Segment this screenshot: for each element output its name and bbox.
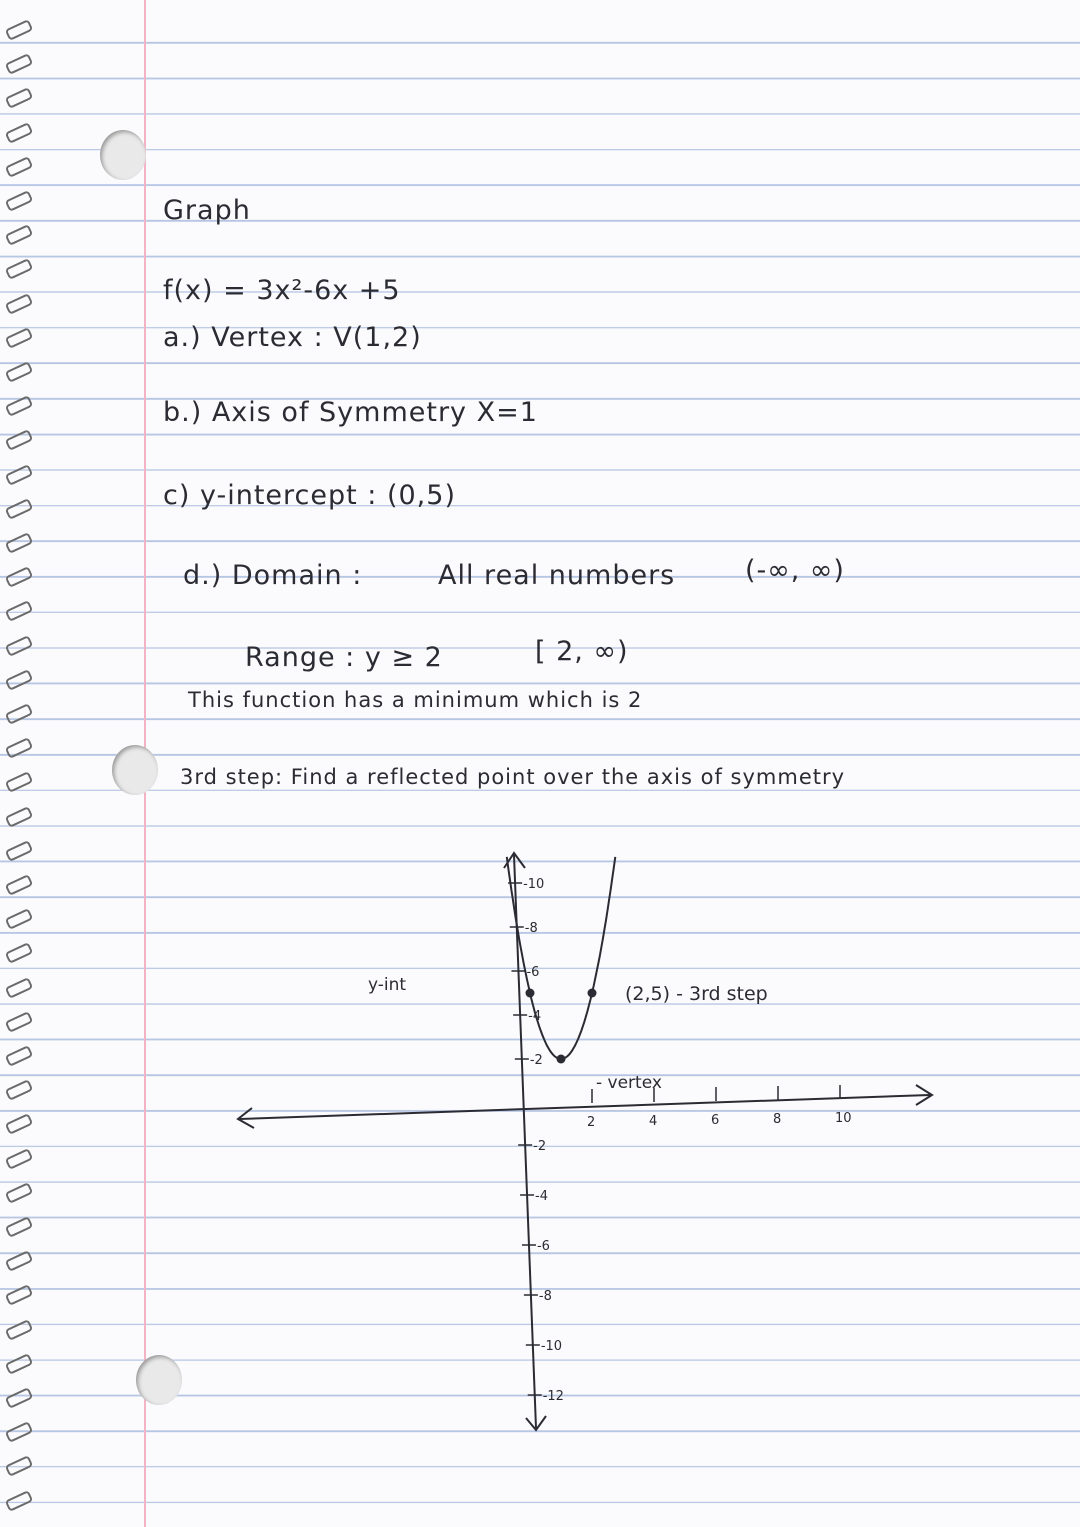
x-tick-label: 6 bbox=[711, 1113, 720, 1128]
graph-point bbox=[526, 989, 535, 998]
note-axis-of-symmetry: b.) Axis of Symmetry X=1 bbox=[163, 397, 538, 428]
y-tick-label: -10 bbox=[523, 877, 545, 892]
label-vertex: - vertex bbox=[596, 1073, 662, 1093]
note-title: Graph bbox=[163, 195, 251, 226]
note-vertex: a.) Vertex : V(1,2) bbox=[163, 322, 422, 353]
graph-point bbox=[557, 1055, 566, 1064]
x-axis-line bbox=[240, 1095, 930, 1119]
x-tick-label: 2 bbox=[587, 1115, 596, 1130]
note-step3: 3rd step: Find a reflected point over the axis of symmetry bbox=[180, 765, 846, 789]
note-range-label: Range : y ≥ 2 bbox=[245, 642, 443, 673]
x-tick-label: 4 bbox=[649, 1114, 658, 1129]
y-tick-label: -2 bbox=[533, 1139, 547, 1154]
label-y-int: y-int bbox=[368, 975, 407, 995]
note-function: f(x) = 3x²-6x +5 bbox=[163, 275, 401, 306]
graph-point bbox=[588, 989, 597, 998]
y-axis-ticks bbox=[508, 877, 564, 1404]
y-tick-label: -8 bbox=[524, 921, 538, 936]
y-tick-label: -6 bbox=[536, 1239, 550, 1254]
y-tick-label: -8 bbox=[538, 1289, 552, 1304]
y-tick-label: -4 bbox=[535, 1189, 549, 1204]
graph-axes bbox=[238, 853, 932, 1430]
note-domain-value: All real numbers bbox=[438, 560, 676, 591]
y-tick-label: -10 bbox=[540, 1339, 563, 1354]
note-range-interval: [ 2, ∞) bbox=[535, 636, 629, 667]
label-reflected-point: (2,5) - 3rd step bbox=[625, 983, 768, 1005]
x-tick-label: 8 bbox=[773, 1112, 782, 1127]
y-tick-label: -6 bbox=[526, 965, 540, 980]
note-domain-interval: (-∞, ∞) bbox=[745, 555, 845, 586]
y-tick-label: -4 bbox=[528, 1009, 542, 1024]
y-tick-label: -12 bbox=[542, 1389, 564, 1404]
y-tick-label: -2 bbox=[529, 1053, 543, 1068]
x-tick-label: 10 bbox=[835, 1111, 852, 1126]
note-minimum: This function has a minimum which is 2 bbox=[188, 688, 643, 712]
note-domain-label: d.) Domain : bbox=[183, 560, 363, 591]
note-y-intercept: c) y-intercept : (0,5) bbox=[163, 480, 456, 511]
